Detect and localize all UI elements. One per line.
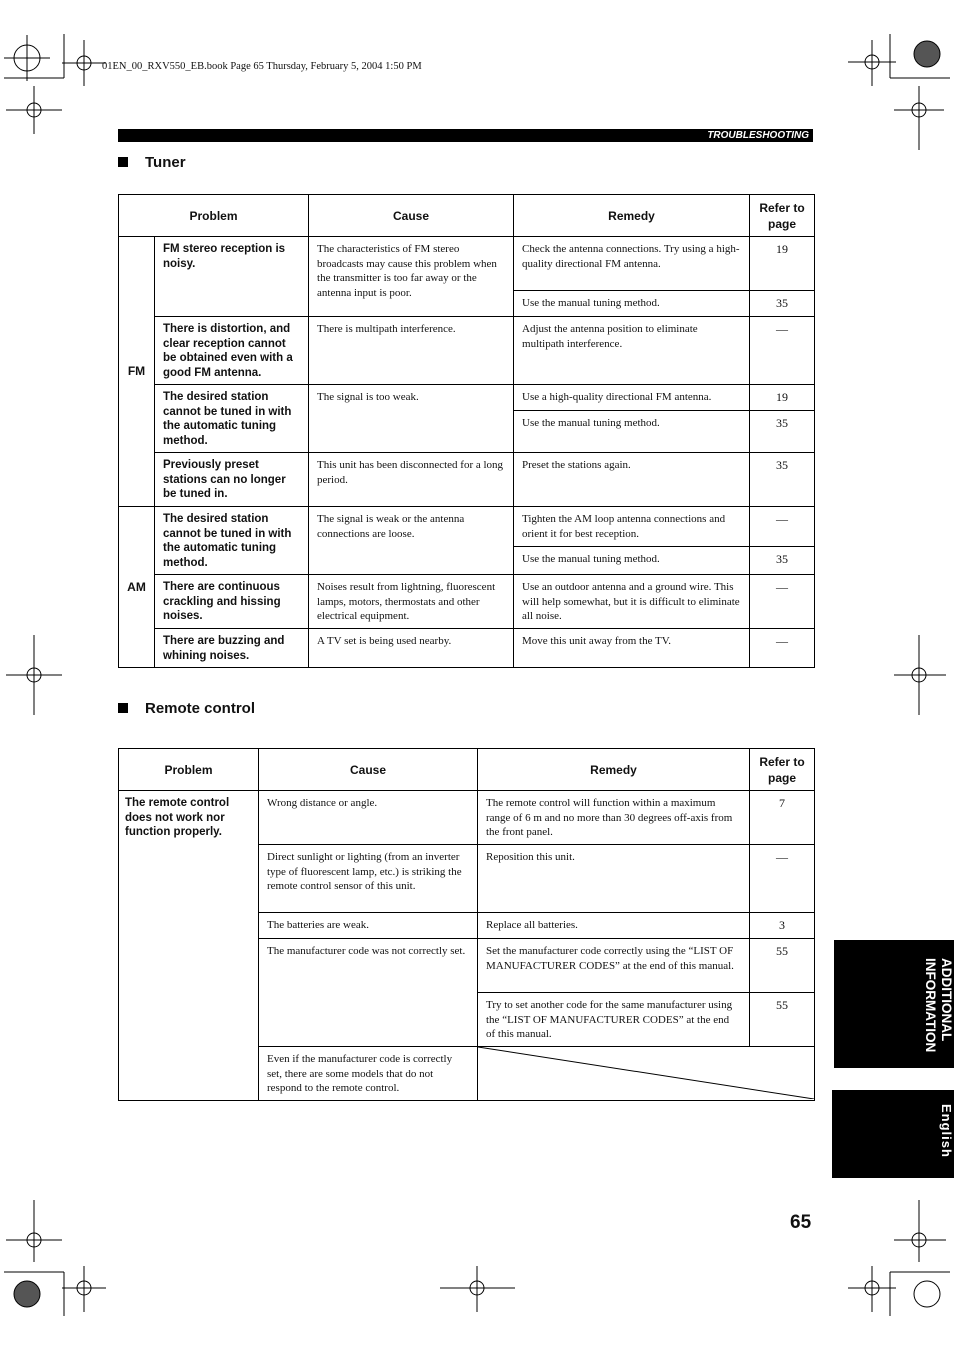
col-cause: Cause [309,195,514,237]
remedy-cell: Adjust the antenna position to eliminate multipath interference. [514,317,750,385]
remote-table [118,748,815,1101]
group-fm: FM [119,237,155,507]
remedy-cell: Move this unit away from the TV. [514,629,750,668]
remedy-cell: The remote control will function within a maximum range of 6 m and no more than 30 degrees off-axis from the front panel. [478,791,750,845]
remedy-cell: Use an outdoor antenna and a ground wire. This will help somewhat, but it is difficult to eliminate all noise. [514,575,750,629]
cause-cell: Direct sunlight or lighting (from an inverter type of fluorescent lamp, etc.) is striking the remote control sensor of this unit. [259,845,478,913]
ref-cell: 35 [750,291,815,317]
problem-cell: FM stereo reception is noisy. [155,237,309,317]
col-remedy: Remedy [478,749,750,791]
table-row [119,575,815,629]
table-row [119,385,815,411]
ref-cell: 35 [750,453,815,507]
table-row [119,453,815,507]
ref-cell: 7 [750,791,815,845]
col-refer: Refer to page [750,195,815,237]
remedy-cell: Use the manual tuning method. [514,291,750,317]
col-refer: Refer to page [750,749,815,791]
remedy-cell: Tighten the AM loop antenna connections and orient it for best reception. [514,507,750,547]
empty-diagonal-cell [478,1047,815,1101]
cause-cell: The batteries are weak. [259,913,478,939]
table-row [119,237,815,291]
table-header-row [119,195,815,237]
ref-cell: 19 [750,385,815,411]
remedy-cell: Set the manufacturer code correctly using the “LIST OF MANUFACTURER CODES” at the end of this manual. [478,939,750,993]
problem-cell: Previously preset stations can no longer be tuned in. [155,453,309,507]
remedy-cell: Replace all batteries. [478,913,750,939]
remedy-cell: Preset the stations again. [514,453,750,507]
cause-cell: The signal is weak or the antenna connections are loose. [309,507,514,575]
ref-cell: 55 [750,939,815,993]
remote-section-title: Remote control [118,700,255,717]
file-header-note: 01EN_00_RXV550_EB.book Page 65 Thursday, February 5, 2004 1:50 PM [102,61,422,72]
table-header-row [119,749,815,791]
remedy-cell: Use the manual tuning method. [514,411,750,453]
table-row [119,507,815,547]
ref-cell: 35 [750,547,815,575]
problem-cell: The desired station cannot be tuned in with the automatic tuning method. [155,507,309,575]
cause-cell: This unit has been disconnected for a long period. [309,453,514,507]
ref-cell: 3 [750,913,815,939]
tuner-table [118,194,815,668]
ref-cell: — [750,845,815,913]
problem-cell: There is distortion, and clear reception cannot be obtained even with a good FM antenna. [155,317,309,385]
table-row [119,317,815,385]
section-bullet-icon [118,157,128,167]
section-bullet-icon [118,703,128,713]
cause-cell: The characteristics of FM stereo broadcasts may cause this problem when the transmitter is too far away or the antenna input is poor. [309,237,514,317]
remedy-cell: Use a high-quality directional FM antenna. [514,385,750,411]
cause-cell: The manufacturer code was not correctly set. [259,939,478,1047]
cause-cell: Noises result from lightning, fluorescent lamps, motors, thermostats and other electrical equipment. [309,575,514,629]
ref-cell: — [750,575,815,629]
cause-cell: There is multipath interference. [309,317,514,385]
col-cause: Cause [259,749,478,791]
remedy-cell: Check the antenna connections. Try using a high-quality directional FM antenna. [514,237,750,291]
remedy-cell: Use the manual tuning method. [514,547,750,575]
problem-cell: There are buzzing and whining noises. [155,629,309,668]
remedy-cell: Try to set another code for the same manufacturer using the “LIST OF MANUFACTURER CODES” at the end of this manual. [478,993,750,1047]
col-problem: Problem [119,195,309,237]
page-number: 65 [790,1212,812,1233]
problem-cell: The remote control does not work nor function properly. [119,791,259,1101]
ref-cell: — [750,507,815,547]
problem-cell: The desired station cannot be tuned in with the automatic tuning method. [155,385,309,453]
ref-cell: — [750,317,815,385]
ref-cell: — [750,629,815,668]
ref-cell: 55 [750,993,815,1047]
remedy-cell: Reposition this unit. [478,845,750,913]
col-problem: Problem [119,749,259,791]
problem-cell: There are continuous crackling and hissing noises. [155,575,309,629]
ref-cell: 19 [750,237,815,291]
running-head-band [118,129,813,142]
cause-cell: Wrong distance or angle. [259,791,478,845]
cause-cell: Even if the manufacturer code is correctly set, there are some models that do not respond to the remote control. [259,1047,478,1101]
side-tab-english: English [832,1090,954,1178]
col-remedy: Remedy [514,195,750,237]
diagonal-line [478,1047,814,1099]
side-tab-additional-information: ADDITIONAL INFORMATION [834,940,954,1068]
group-am: AM [119,507,155,668]
tuner-section-title: Tuner [118,154,186,171]
table-row [119,791,815,845]
running-head: TROUBLESHOOTING [707,130,809,141]
cause-cell: A TV set is being used nearby. [309,629,514,668]
table-row [119,629,815,668]
cause-cell: The signal is too weak. [309,385,514,453]
ref-cell: 35 [750,411,815,453]
